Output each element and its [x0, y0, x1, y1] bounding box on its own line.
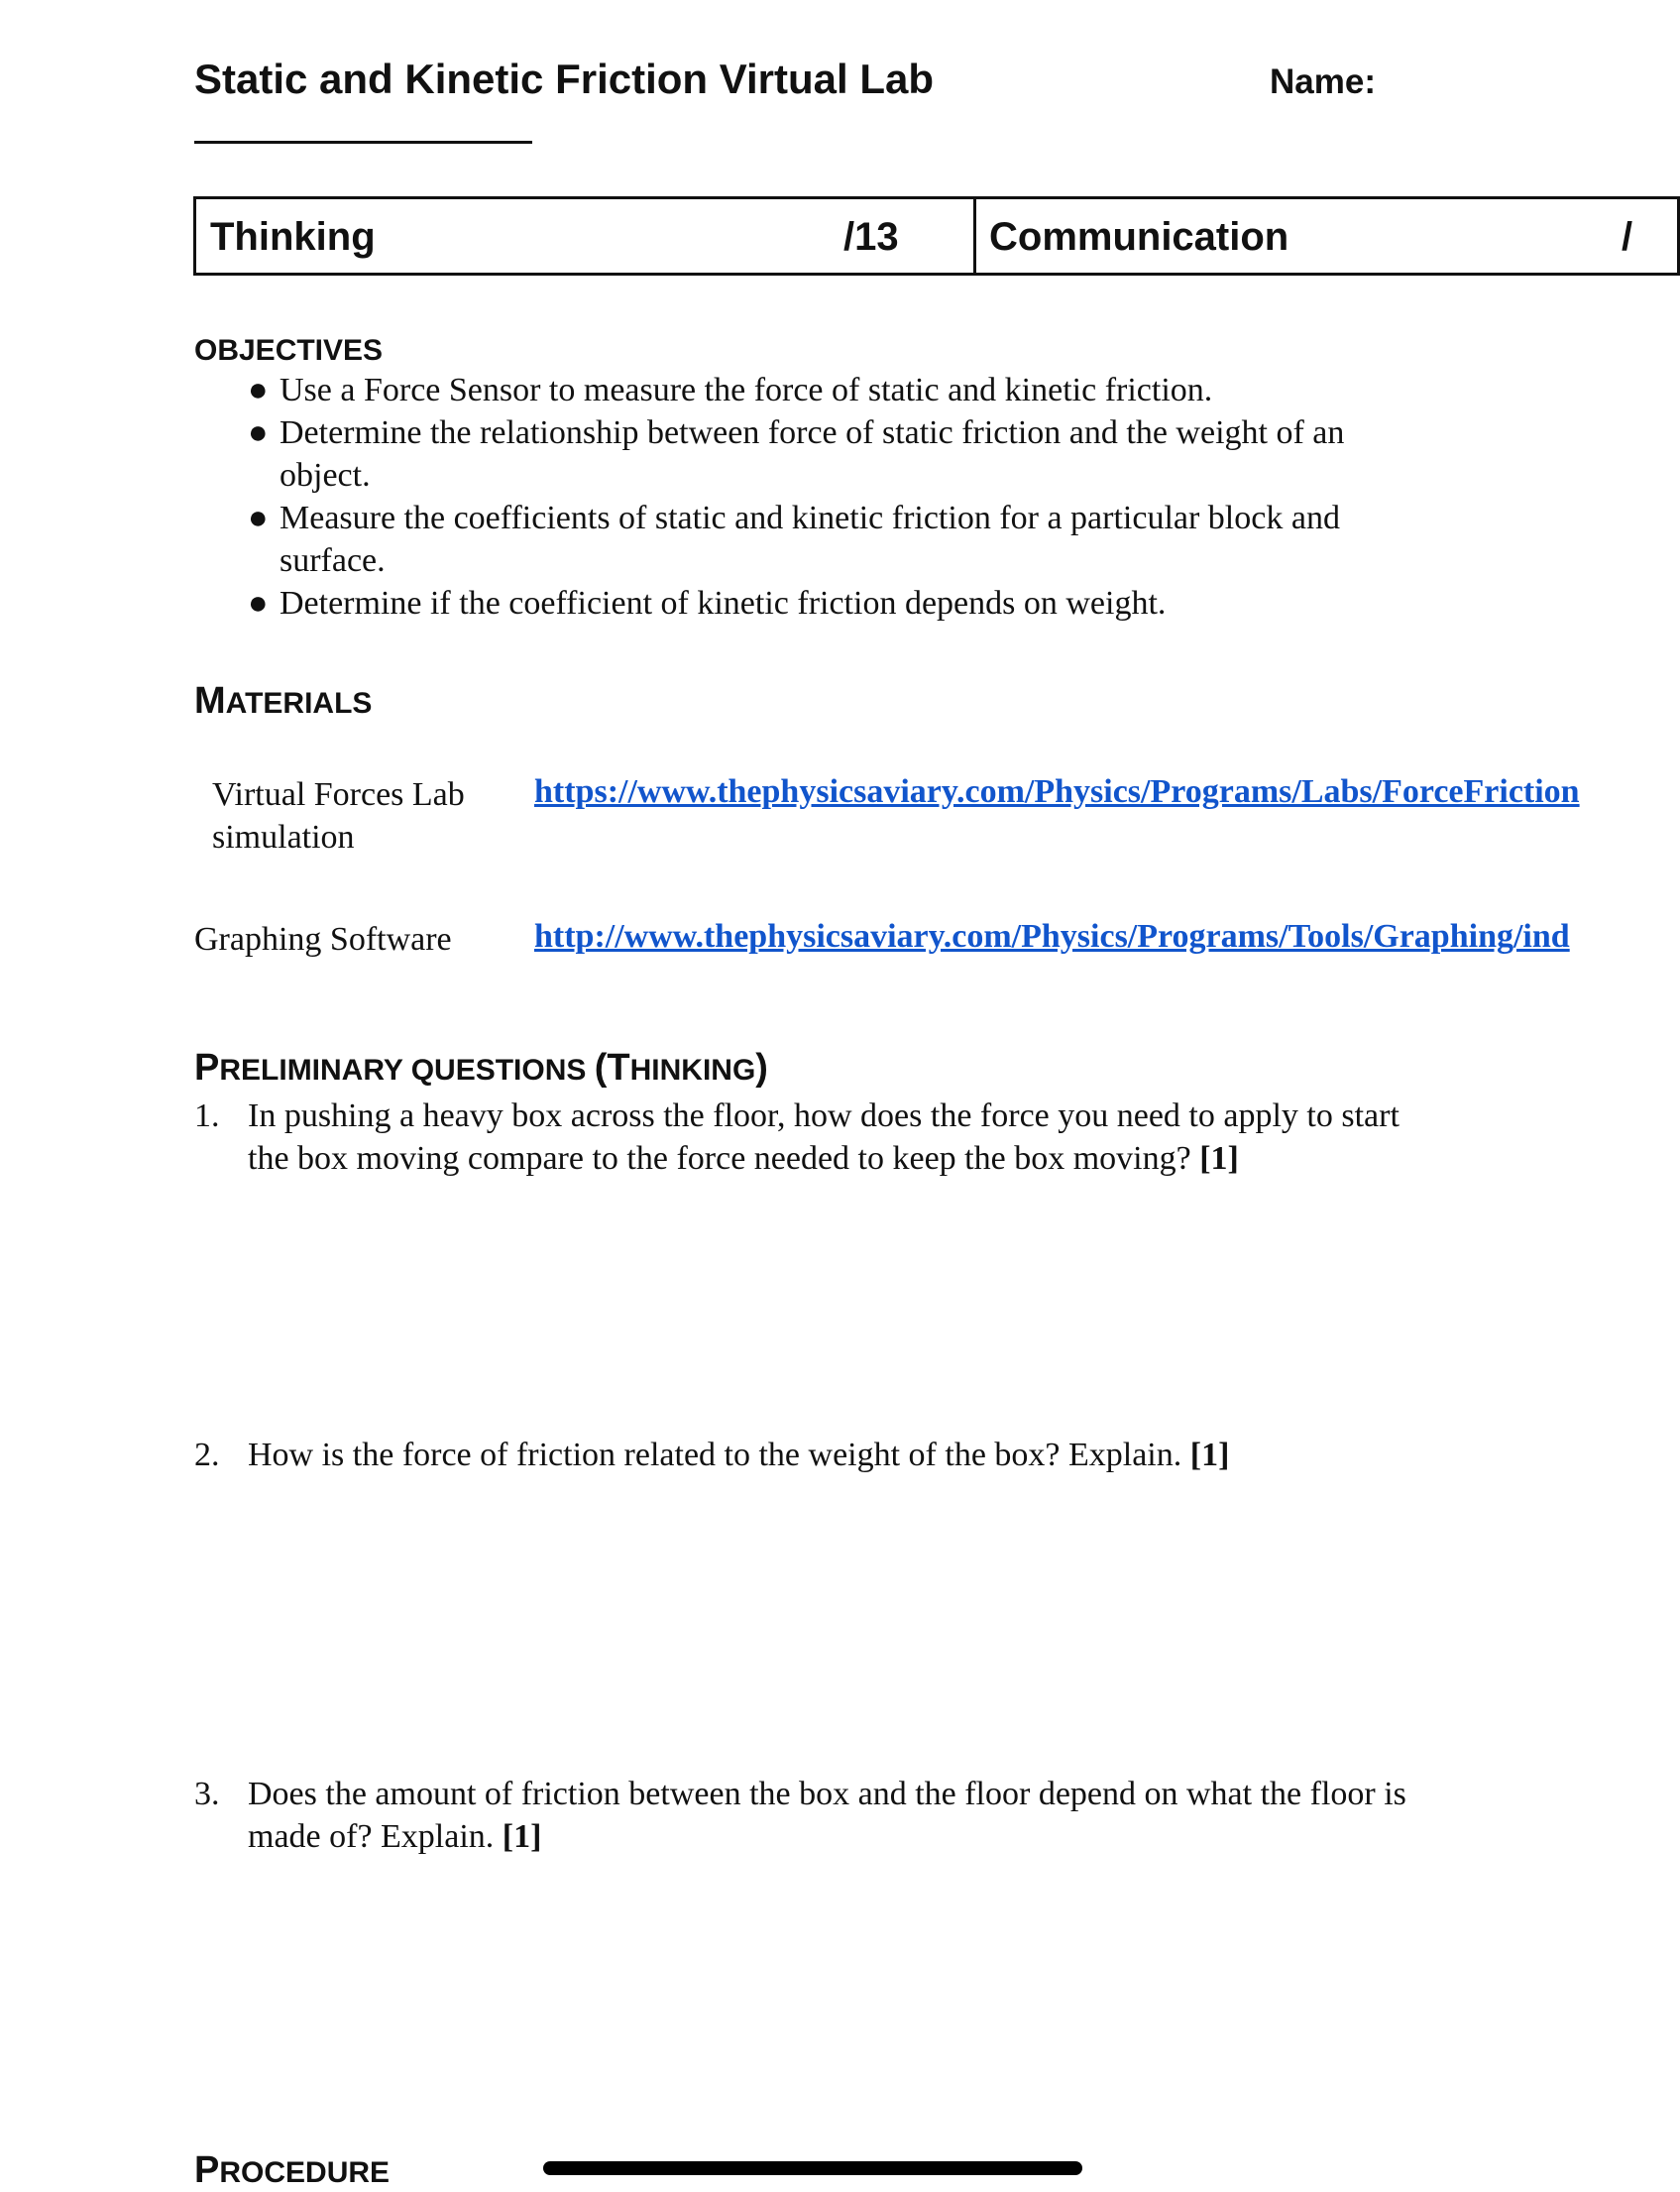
- objective-text: Determine the relationship between force of static friction and the weight of an object.: [280, 414, 1345, 494]
- objective-text: Determine if the coefficient of kinetic friction depends on weight.: [280, 585, 1167, 622]
- objectives-heading: OBJECTIVES: [194, 334, 384, 367]
- bullet-icon: ●: [248, 500, 269, 536]
- thinking-label: Thinking: [210, 215, 376, 259]
- question-3-body: Does the amount of friction between the box and the floor depend on what the floor is made of? Explain.: [248, 1776, 1406, 1855]
- material-label-1-line1: Virtual Forces Lab: [212, 776, 465, 813]
- objective-text: Use a Force Sensor to measure the force of static and kinetic friction.: [280, 372, 1213, 408]
- question-text: [248, 1434, 1417, 1476]
- page-title: Static and Kinetic Friction Virtual Lab: [194, 56, 935, 102]
- question-number: 3.: [194, 1776, 220, 1812]
- question-number: 1.: [194, 1097, 220, 1134]
- score-table: [193, 196, 1680, 276]
- simulation-link[interactable]: https://www.thephysicsaviary.com/Physics/Programs/Labs/ForceFriction: [534, 773, 1580, 810]
- objectives-list: [236, 369, 1425, 625]
- question-2-body: How is the force of friction related to the weight of the box? Explain.: [248, 1437, 1182, 1473]
- preliminary-heading: PRELIMINARY QUESTIONS (THINKING): [194, 1047, 768, 1089]
- materials-heading: MATERIALS: [194, 680, 373, 722]
- procedure-heading: PROCEDURE: [194, 2149, 391, 2191]
- list-item: [236, 411, 1425, 497]
- name-blank-line: [194, 141, 532, 144]
- list-item: [236, 369, 1425, 411]
- list-item: [236, 582, 1425, 625]
- question-text: [248, 1773, 1417, 1858]
- table-divider: [973, 199, 976, 273]
- communication-label: Communication: [989, 215, 1289, 259]
- question-2: [194, 1434, 1423, 1478]
- question-marks: [1]: [1199, 1140, 1239, 1177]
- material-label-2: Graphing Software: [194, 921, 452, 958]
- name-label: Name:: [1270, 62, 1376, 101]
- objective-text: Measure the coefficients of static and kinetic friction for a particular block and surface.: [280, 500, 1340, 579]
- bullet-icon: ●: [248, 585, 269, 622]
- home-indicator[interactable]: [543, 2161, 1082, 2175]
- list-item: [236, 497, 1425, 582]
- question-text: [248, 1095, 1417, 1180]
- bullet-icon: ●: [248, 372, 269, 408]
- question-1: [194, 1095, 1423, 1184]
- question-3: [194, 1773, 1423, 1862]
- question-marks: [1]: [502, 1818, 542, 1855]
- communication-score: /: [1622, 215, 1633, 259]
- graphing-software-link[interactable]: http://www.thephysicsaviary.com/Physics/Programs/Tools/Graphing/ind: [534, 918, 1570, 955]
- question-marks: [1]: [1189, 1437, 1230, 1473]
- question-1-body: In pushing a heavy box across the floor, how does the force you need to apply to start the box moving compare to the force needed to keep the box moving?: [248, 1097, 1400, 1177]
- bullet-icon: ●: [248, 414, 269, 451]
- material-label-1-line2: simulation: [212, 819, 355, 856]
- thinking-score: /13: [843, 215, 899, 259]
- question-number: 2.: [194, 1437, 220, 1473]
